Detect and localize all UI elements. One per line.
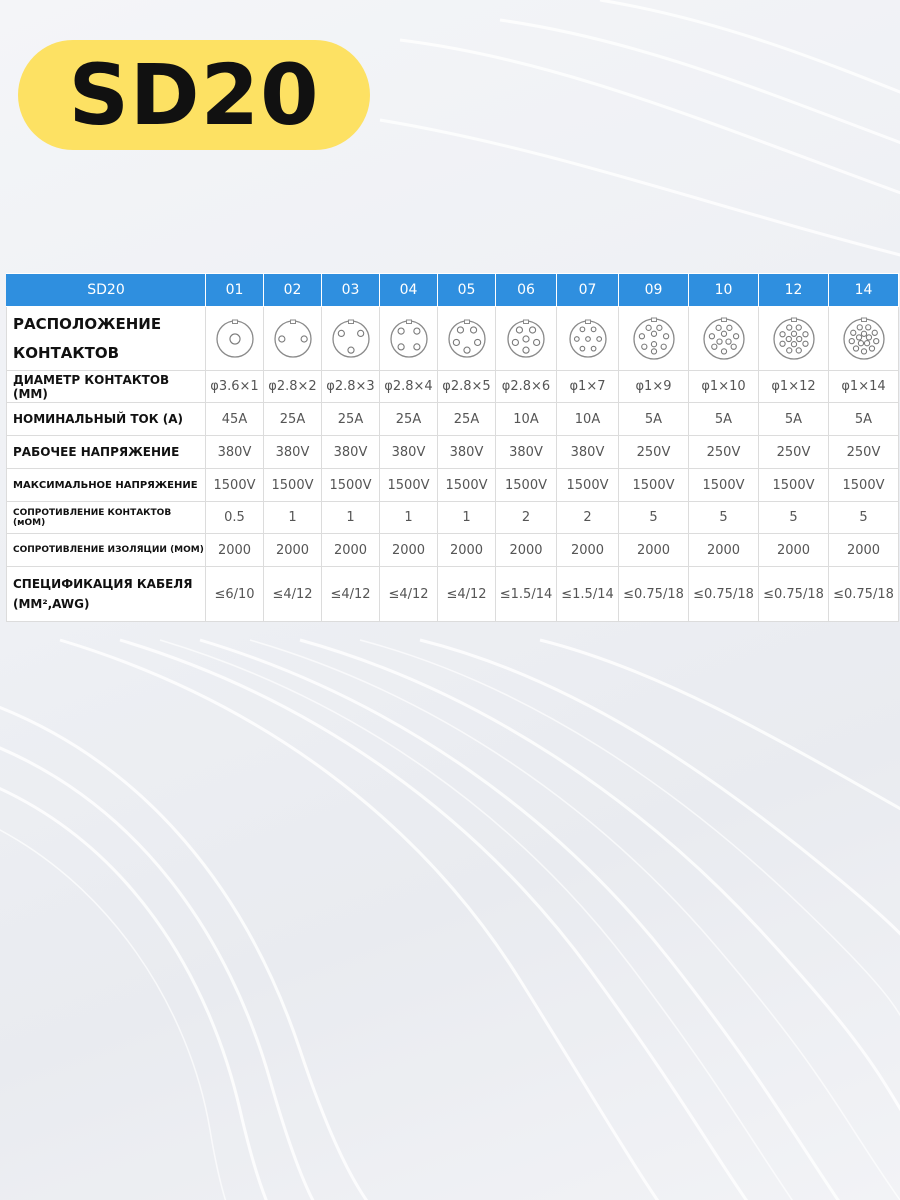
table-cell: ≤1.5/14: [496, 567, 557, 622]
table-cell: 5: [689, 502, 759, 534]
table-cell: 45A: [206, 403, 264, 436]
pin-layout-05-icon: [447, 319, 487, 359]
table-cell: 25A: [380, 403, 438, 436]
table-cell: 1: [380, 502, 438, 534]
header-column-09: 09: [619, 274, 689, 307]
table-cell: φ1×7: [557, 371, 619, 403]
pin-layout-cell: [438, 307, 496, 371]
table-cell: 2000: [557, 534, 619, 567]
pin-layout-09-icon: [632, 317, 676, 361]
table-cell: 1500V: [557, 469, 619, 502]
pin-layout-cell: [322, 307, 380, 371]
table-cell: ≤0.75/18: [689, 567, 759, 622]
table-cell: φ2.8×4: [380, 371, 438, 403]
pin-layout-cell: [206, 307, 264, 371]
table-row: [7, 534, 899, 567]
table-row: [7, 371, 899, 403]
table-header-row: [7, 274, 899, 307]
header-column-02: 02: [264, 274, 322, 307]
table-row: [7, 436, 899, 469]
table-cell: 25A: [322, 403, 380, 436]
row-label-contact-diameter: ДИАМЕТР КОНТАКТОВ (ММ): [7, 371, 206, 403]
table-cell: 2000: [759, 534, 829, 567]
table-cell: 250V: [759, 436, 829, 469]
pin-layout-label: РАСПОЛОЖЕНИЕ КОНТАКТОВ: [7, 307, 206, 371]
pin-layout-cell: [829, 307, 899, 371]
pin-layout-07-icon: [568, 319, 608, 359]
row-label-rated-current: НОМИНАЛЬНЫЙ ТОК (А): [7, 403, 206, 436]
title-badge: [18, 40, 370, 150]
table-cell: φ1×9: [619, 371, 689, 403]
table-cell: 5A: [619, 403, 689, 436]
table-cell: φ1×12: [759, 371, 829, 403]
pin-layout-06-icon: [506, 319, 546, 359]
pin-layout-10-icon: [702, 317, 746, 361]
table-cell: 1500V: [380, 469, 438, 502]
table-cell: 2000: [689, 534, 759, 567]
pin-layout-02-icon: [273, 319, 313, 359]
table-cell: 2000: [380, 534, 438, 567]
table-cell: 2000: [438, 534, 496, 567]
header-model-cell: SD20: [7, 274, 206, 307]
table-cell: ≤1.5/14: [557, 567, 619, 622]
header-column-04: 04: [380, 274, 438, 307]
table-cell: 2: [557, 502, 619, 534]
table-cell: 250V: [689, 436, 759, 469]
table-cell: 380V: [438, 436, 496, 469]
table-cell: ≤4/12: [438, 567, 496, 622]
table-cell: 1500V: [322, 469, 380, 502]
table-cell: 1500V: [689, 469, 759, 502]
table-cell: 2000: [264, 534, 322, 567]
table-cell: 380V: [264, 436, 322, 469]
header-column-03: 03: [322, 274, 380, 307]
table-cell: 5A: [829, 403, 899, 436]
pin-layout-cell: [557, 307, 619, 371]
table-cell: φ2.8×5: [438, 371, 496, 403]
table-cell: 1: [322, 502, 380, 534]
specifications-table: [6, 273, 899, 622]
table-cell: 2000: [619, 534, 689, 567]
pin-layout-14-icon: [842, 317, 886, 361]
row-label-max-voltage: МАКСИМАЛЬНОЕ НАПРЯЖЕНИЕ: [7, 469, 206, 502]
pin-layout-cell: [689, 307, 759, 371]
pin-layout-cell: [264, 307, 322, 371]
pin-layout-12-icon: [772, 317, 816, 361]
table-cell: φ1×10: [689, 371, 759, 403]
table-cell: 5A: [689, 403, 759, 436]
table-cell: 2000: [206, 534, 264, 567]
table-row: [7, 403, 899, 436]
table-cell: 2000: [829, 534, 899, 567]
table-cell: 380V: [557, 436, 619, 469]
table-cell: 5: [619, 502, 689, 534]
table-row: [7, 469, 899, 502]
header-column-10: 10: [689, 274, 759, 307]
table-cell: ≤4/12: [264, 567, 322, 622]
header-column-07: 07: [557, 274, 619, 307]
table-cell: 0.5: [206, 502, 264, 534]
row-label-insulation-resistance: СОПРОТИВЛЕНИЕ ИЗОЛЯЦИИ (МОМ): [7, 534, 206, 567]
table-cell: 380V: [496, 436, 557, 469]
pin-layout-01-icon: [215, 319, 255, 359]
table-cell: 1500V: [496, 469, 557, 502]
table-cell: 25A: [438, 403, 496, 436]
header-column-06: 06: [496, 274, 557, 307]
table-cell: 1500V: [619, 469, 689, 502]
table-cell: 1500V: [264, 469, 322, 502]
pin-layout-04-icon: [389, 319, 429, 359]
table-cell: 2000: [496, 534, 557, 567]
pin-layout-cell: [619, 307, 689, 371]
table-cell: ≤4/12: [380, 567, 438, 622]
row-label-contact-resistance: СОПРОТИВЛЕНИЕ КОНТАКТОВ (мОМ): [7, 502, 206, 534]
table-cell: 1500V: [759, 469, 829, 502]
table-cell: 250V: [619, 436, 689, 469]
header-column-12: 12: [759, 274, 829, 307]
table-cell: 5: [829, 502, 899, 534]
table-cell: 380V: [206, 436, 264, 469]
table-cell: 5A: [759, 403, 829, 436]
table-cell: 1: [438, 502, 496, 534]
pin-layout-03-icon: [331, 319, 371, 359]
pin-layout-row: [7, 307, 899, 371]
table-cell: φ2.8×2: [264, 371, 322, 403]
table-cell: 250V: [829, 436, 899, 469]
table-cell: ≤0.75/18: [619, 567, 689, 622]
table-cell: ≤4/12: [322, 567, 380, 622]
table-cell: 2: [496, 502, 557, 534]
table-cell: ≤0.75/18: [829, 567, 899, 622]
header-column-01: 01: [206, 274, 264, 307]
table-cell: ≤0.75/18: [759, 567, 829, 622]
table-cell: φ3.6×1: [206, 371, 264, 403]
table-cell: 2000: [322, 534, 380, 567]
table-row: [7, 567, 899, 622]
table-cell: 1: [264, 502, 322, 534]
table-row: [7, 502, 899, 534]
header-column-05: 05: [438, 274, 496, 307]
table-cell: 380V: [322, 436, 380, 469]
table-cell: 1500V: [438, 469, 496, 502]
row-label-operating-voltage: РАБОЧЕЕ НАПРЯЖЕНИЕ: [7, 436, 206, 469]
header-column-14: 14: [829, 274, 899, 307]
row-label-cable-spec: СПЕЦИФИКАЦИЯ КАБЕЛЯ (ММ²,AWG): [7, 567, 206, 622]
table-cell: 10A: [557, 403, 619, 436]
table-cell: 380V: [380, 436, 438, 469]
table-cell: 10A: [496, 403, 557, 436]
title-badge-text: SD20: [68, 46, 320, 144]
pin-layout-cell: [496, 307, 557, 371]
table-cell: 25A: [264, 403, 322, 436]
table-cell: φ1×14: [829, 371, 899, 403]
table-cell: 5: [759, 502, 829, 534]
table-cell: 1500V: [206, 469, 264, 502]
pin-layout-cell: [380, 307, 438, 371]
table-cell: φ2.8×3: [322, 371, 380, 403]
table-cell: φ2.8×6: [496, 371, 557, 403]
table-cell: ≤6/10: [206, 567, 264, 622]
table-cell: 1500V: [829, 469, 899, 502]
pin-layout-cell: [759, 307, 829, 371]
